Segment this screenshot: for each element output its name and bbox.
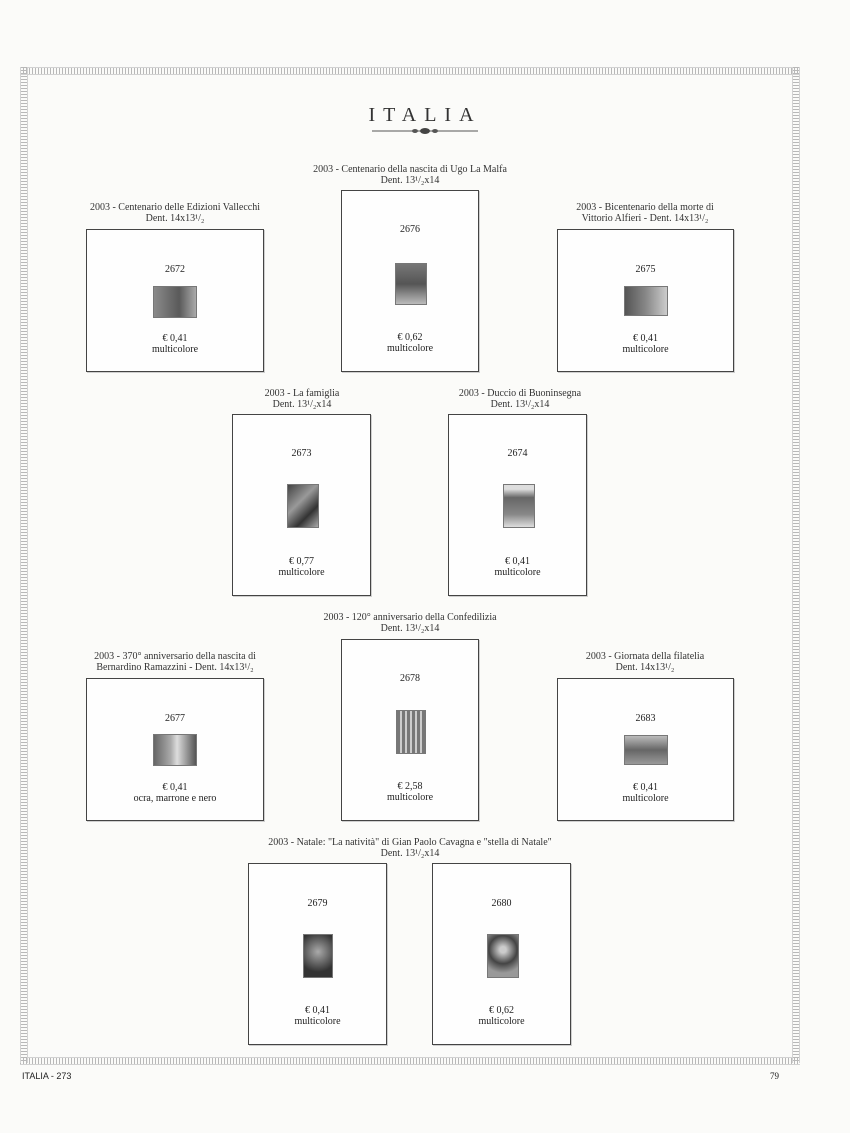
stamp-caption bbox=[222, 388, 382, 410]
caption-line-2: Dent. 14x13¹/₂ bbox=[145, 213, 205, 224]
caption-line-2: Dent. 13¹/₂x14 bbox=[380, 175, 440, 186]
caption-line-2: Vittorio Alfieri - Dent. 14x13¹/₂ bbox=[581, 213, 709, 224]
footer-page-number: 79 bbox=[770, 1071, 779, 1081]
stamp-color: multicolore bbox=[494, 567, 541, 578]
page-title: ITALIA bbox=[368, 104, 482, 126]
stamp-caption bbox=[440, 388, 600, 410]
stamp-mount-2674 bbox=[448, 414, 587, 596]
face-value: € 0,62 bbox=[489, 1005, 514, 1016]
caption-line-1: 2003 - Natale: "La natività" di Gian Paolo Cavagna e "stella di Natale" bbox=[268, 837, 552, 848]
caption-line-1: 2003 - La famiglia bbox=[264, 388, 340, 399]
perforated-border-right bbox=[792, 67, 800, 1063]
stamp-mount-2673 bbox=[232, 414, 371, 596]
stamp-image bbox=[303, 934, 333, 978]
stamp-image bbox=[487, 934, 519, 978]
face-value: € 2,58 bbox=[397, 781, 423, 792]
stamp-color: multicolore bbox=[622, 344, 669, 355]
catalog-number: 2672 bbox=[165, 264, 185, 275]
face-value: € 0,41 bbox=[505, 556, 530, 567]
perforated-border-top bbox=[20, 67, 800, 75]
catalog-number: 2673 bbox=[291, 448, 312, 459]
perforated-border-bottom bbox=[20, 1057, 800, 1065]
catalog-number: 2677 bbox=[165, 713, 185, 724]
stamp-caption bbox=[550, 202, 740, 224]
catalog-number: 2680 bbox=[491, 898, 512, 909]
face-value: € 0,77 bbox=[289, 556, 314, 567]
stamp-caption bbox=[550, 651, 740, 673]
face-value: € 0,41 bbox=[305, 1005, 330, 1016]
caption-line-1: 2003 - Bicentenario della morte di bbox=[576, 202, 714, 213]
stamp-mount-2675 bbox=[557, 229, 734, 372]
caption-line-2: Dent. 13¹/₂x14 bbox=[380, 848, 440, 859]
caption-line-2: Dent. 13¹/₂x14 bbox=[272, 399, 332, 410]
caption-line-1: 2003 - 120° anniversario della Confedilizia bbox=[323, 612, 497, 623]
catalog-number: 2683 bbox=[635, 713, 656, 724]
stamp-color: multicolore bbox=[386, 343, 434, 354]
stamp-caption bbox=[80, 202, 270, 224]
stamp-caption bbox=[200, 837, 620, 859]
stamp-mount-2683 bbox=[557, 678, 734, 821]
stamp-image bbox=[396, 710, 426, 754]
face-value: € 0,41 bbox=[633, 333, 658, 344]
catalog-number: 2676 bbox=[400, 224, 420, 235]
stamp-image bbox=[624, 735, 668, 765]
caption-line-2: Dent. 14x13¹/₂ bbox=[615, 662, 675, 673]
stamp-caption bbox=[300, 164, 520, 186]
face-value: € 0,41 bbox=[162, 782, 188, 793]
stamp-color: multicolore bbox=[386, 792, 434, 803]
caption-line-1: 2003 - Centenario della nascita di Ugo La Malfa bbox=[313, 164, 507, 175]
catalog-number: 2674 bbox=[507, 448, 528, 459]
stamp-mount-2672 bbox=[86, 229, 264, 372]
caption-line-2: Dent. 13¹/₂x14 bbox=[490, 399, 550, 410]
stamp-mount-2678 bbox=[341, 639, 479, 821]
title-ornament-icon bbox=[370, 125, 480, 137]
caption-line-2: Bernardino Ramazzini - Dent. 14x13¹/₂ bbox=[96, 662, 254, 673]
footer-page-code: ITALIA - 273 bbox=[22, 1071, 72, 1081]
stamp-color: multicolore bbox=[478, 1016, 525, 1027]
caption-line-1: 2003 - Centenario delle Edizioni Vallecchi bbox=[89, 202, 261, 213]
stamp-mount-2677 bbox=[86, 678, 264, 821]
stamp-color: multicolore bbox=[294, 1016, 341, 1027]
stamp-color: ocra, marrone e nero bbox=[133, 793, 217, 804]
stamp-image bbox=[624, 286, 668, 316]
perforated-border-left bbox=[20, 67, 28, 1063]
stamp-color: multicolore bbox=[278, 567, 325, 578]
stamp-image bbox=[153, 286, 197, 318]
caption-line-1: 2003 - 370° anniversario della nascita di bbox=[94, 651, 256, 662]
caption-line-2: Dent. 13¹/₂x14 bbox=[380, 623, 440, 634]
catalog-number: 2678 bbox=[400, 673, 420, 684]
face-value: € 0,41 bbox=[633, 782, 658, 793]
stamp-image bbox=[395, 263, 427, 305]
stamp-image bbox=[153, 734, 197, 766]
face-value: € 0,62 bbox=[397, 332, 423, 343]
catalog-number: 2679 bbox=[307, 898, 328, 909]
caption-line-1: 2003 - Duccio di Buoninsegna bbox=[458, 388, 582, 399]
stamp-caption bbox=[300, 612, 520, 634]
face-value: € 0,41 bbox=[162, 333, 188, 344]
stamp-mount-2676 bbox=[341, 190, 479, 372]
stamp-color: multicolore bbox=[622, 793, 669, 804]
stamp-color: multicolore bbox=[151, 344, 199, 355]
caption-line-1: 2003 - Giornata della filatelia bbox=[585, 651, 705, 662]
stamp-mount-2679 bbox=[248, 863, 387, 1045]
catalog-number: 2675 bbox=[635, 264, 656, 275]
stamp-image bbox=[287, 484, 319, 528]
stamp-image bbox=[503, 484, 535, 528]
stamp-mount-2680 bbox=[432, 863, 571, 1045]
stamp-caption bbox=[80, 651, 270, 673]
